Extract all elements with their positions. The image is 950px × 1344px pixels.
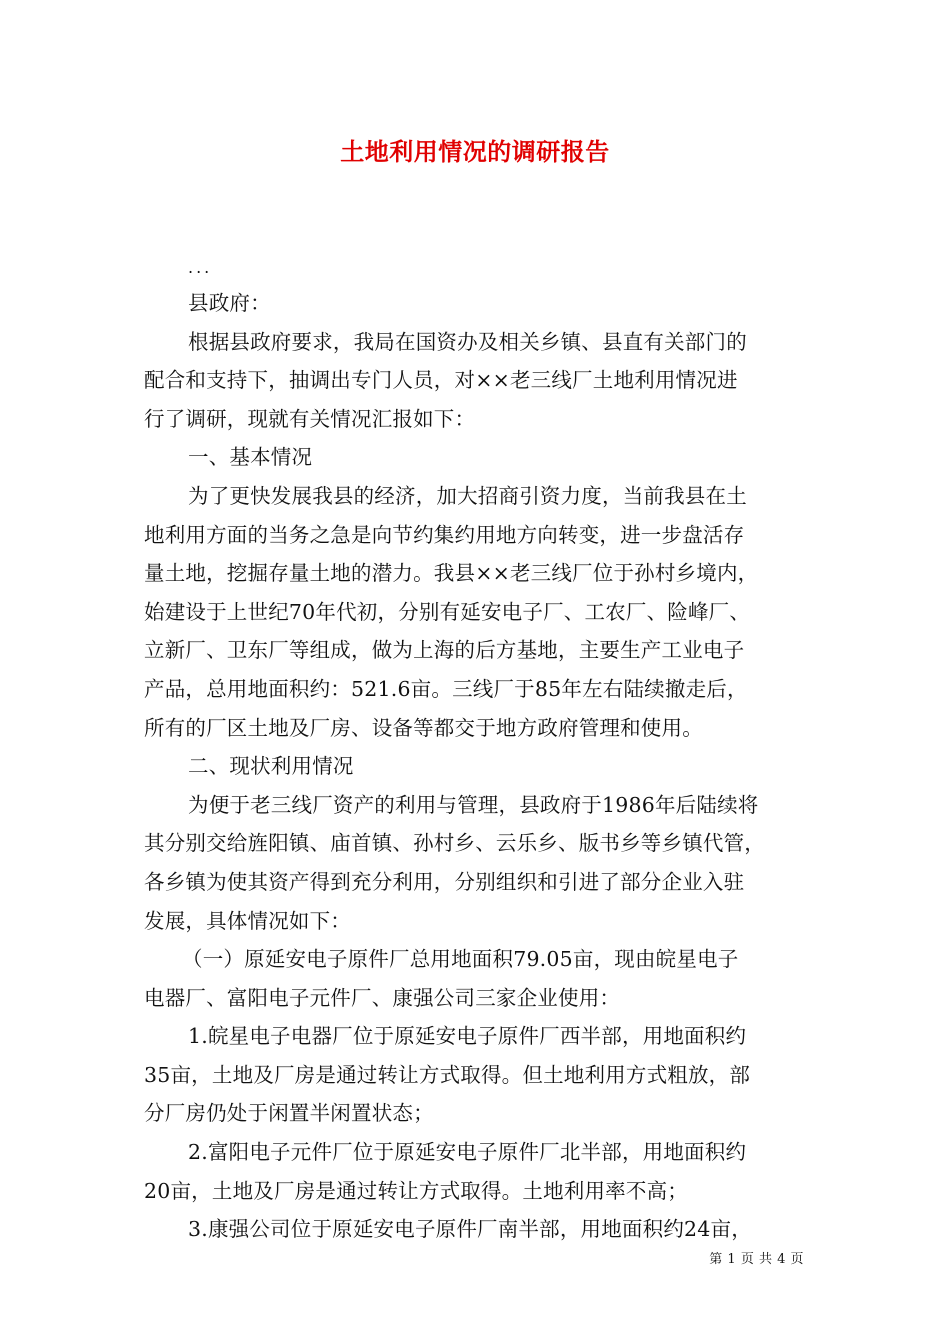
list-item-line: 1.皖星电子电器厂位于原延安电子原件厂西半部，用地面积约 — [188, 1024, 747, 1049]
paragraph-line: 20亩，土地及厂房是通过转让方式取得。土地利用率不高； — [144, 1178, 688, 1203]
section-heading: 一、基本情况 — [188, 445, 313, 470]
paragraph-line: 地利用方面的当务之急是向节约集约用地方向转变，进一步盘活存 — [144, 522, 745, 547]
paragraph-line: 35亩，土地及厂房是通过转让方式取得。但土地利用方式粗放，部 — [144, 1062, 751, 1087]
salutation: 县政府： — [188, 291, 271, 315]
paragraph-line: 发展，具体情况如下： — [144, 908, 351, 933]
paragraph-line: 其分别交给旌阳镇、庙首镇、孙村乡、云乐乡、版书乡等乡镇代管， — [144, 831, 765, 856]
paragraph-line: 根据县政府要求，我局在国资办及相关乡镇、县直有关部门的 — [188, 329, 747, 354]
document-title: 土地利用情况的调研报告 — [340, 137, 610, 166]
paragraph-line: 立新厂、卫东厂等组成，做为上海的后方基地，主要生产工业电子 — [144, 638, 745, 663]
paragraph-line: 行了调研，现就有关情况汇报如下： — [144, 406, 476, 431]
list-item-line: 3.康强公司位于原延安电子原件厂南半部，用地面积约24亩， — [188, 1217, 752, 1242]
paragraph-line: 为便于老三线厂资产的利用与管理，县政府于1986年后陆续将 — [188, 792, 759, 817]
paragraph-line: 电器厂、富阳电子元件厂、康强公司三家企业使用： — [144, 985, 621, 1010]
paragraph-line: 所有的厂区土地及厂房、设备等都交于地方政府管理和使用。 — [144, 715, 703, 740]
paragraph-line: 为了更快发展我县的经济，加大招商引资力度，当前我县在土 — [188, 483, 747, 508]
paragraph-line: 量土地，挖掘存量土地的潜力。我县××老三线厂位于孙村乡境内， — [144, 561, 759, 586]
paragraph-line: 各乡镇为使其资产得到充分利用，分别组织和引进了部分企业入驻 — [144, 869, 745, 894]
ellipsis-line: ... — [188, 258, 213, 277]
page-number: 第 1 页 共 4 页 — [709, 1252, 804, 1267]
list-item-line: 2.富阳电子元件厂位于原延安电子原件厂北半部，用地面积约 — [188, 1140, 747, 1165]
section-heading: 二、现状利用情况 — [188, 754, 354, 779]
paragraph-line: 配合和支持下，抽调出专门人员，对××老三线厂土地利用情况进 — [144, 368, 738, 393]
paragraph-line: 始建设于上世纪70年代初，分别有延安电子厂、工农厂、险峰厂、 — [144, 599, 751, 624]
paragraph-line: 产品，总用地面积约：521.6亩。三线厂于85年左右陆续撤走后， — [144, 676, 748, 701]
document-body — [144, 252, 808, 1249]
subsection-line: （一）原延安电子原件厂总用地面积79.05亩，现由皖星电子 — [182, 947, 739, 972]
paragraph-line: 分厂房仍处于闲置半闲置状态； — [144, 1101, 434, 1126]
